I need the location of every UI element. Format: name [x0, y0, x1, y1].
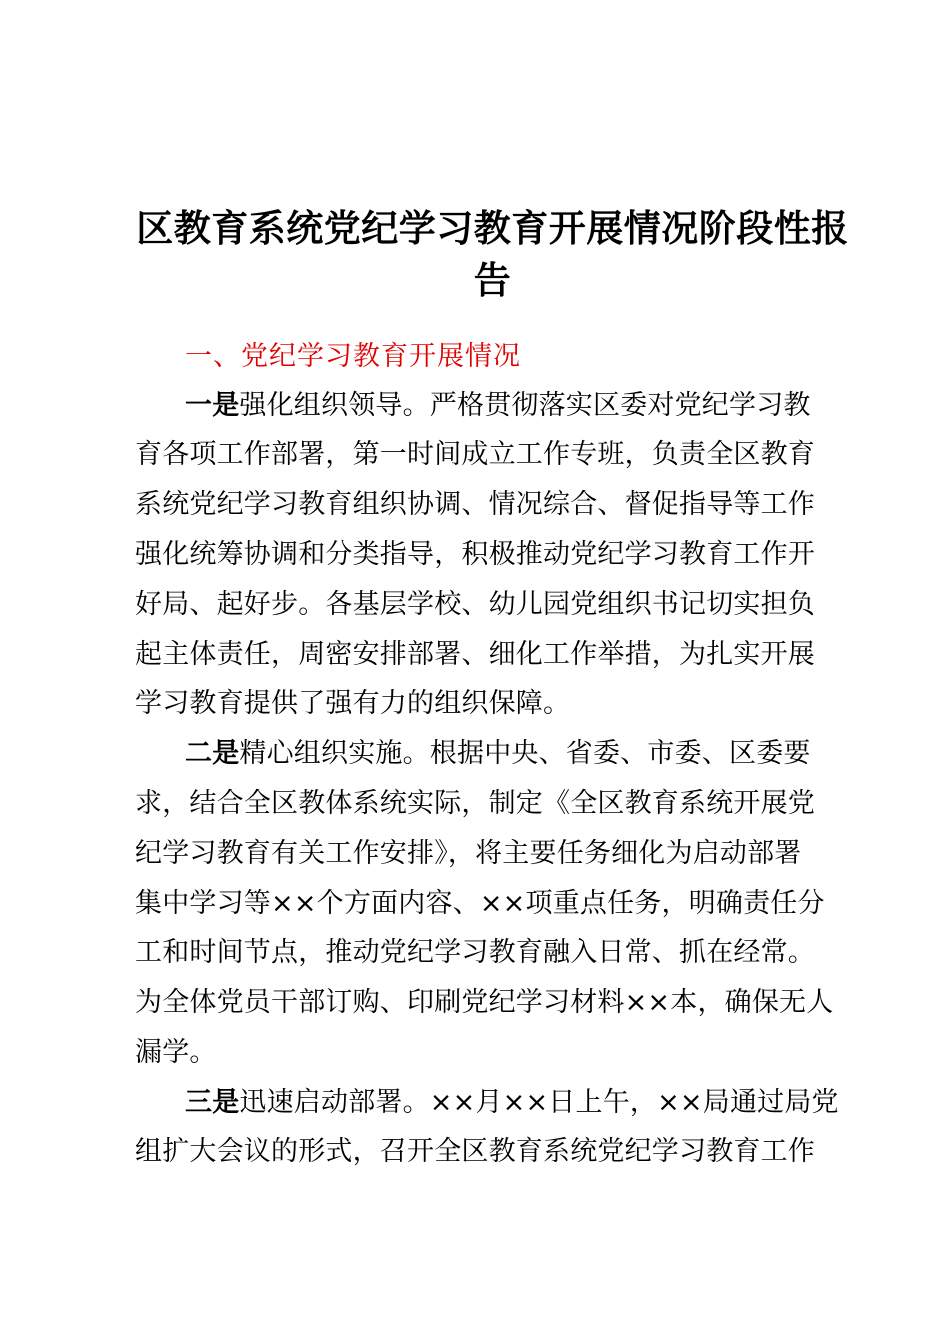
- paragraph-3-line-1: [185, 1079, 839, 1127]
- document-title-line-1: 区教育系统党纪学习教育开展情况阶段性报: [136, 207, 849, 250]
- paragraph-2-line-5: 工和时间节点，推动党纪学习教育融入日常、抓在经常。: [135, 937, 815, 968]
- paragraph-2-line-3: 纪学习教育有关工作安排》，将主要任务细化为启动部署: [135, 838, 802, 869]
- paragraph-1-line-1: [185, 382, 811, 430]
- paragraph-2-line-4: 集中学习等××个方面内容、××项重点任务，明确责任分: [135, 888, 825, 919]
- paragraph-1-line-5: 好局、起好步。各基层学校、幼儿园党组织书记切实担负: [135, 589, 815, 620]
- paragraph-1-text: 强化组织领导。严格贯彻落实区委对党纪学习教: [239, 390, 811, 421]
- paragraph-1-line-7: 学习教育提供了强有力的组织保障。: [135, 688, 571, 719]
- section-heading: 一、党纪学习教育开展情况: [185, 341, 521, 372]
- paragraph-2-line-7: 漏学。: [135, 1037, 217, 1068]
- paragraph-2-lead: 二是: [185, 738, 240, 769]
- paragraph-1-line-6: 起主体责任，周密安排部署、细化工作举措，为扎实开展: [135, 639, 815, 670]
- paragraph-1-line-4: 强化统筹协调和分类指导，积极推动党纪学习教育工作开: [135, 539, 815, 570]
- paragraph-1-lead: 一是: [185, 390, 240, 421]
- paragraph-2-line-6: 为全体党员干部订购、印刷党纪学习材料××本，确保无人: [135, 987, 834, 1018]
- paragraph-2-line-2: 求，结合全区教体系统实际，制定《全区教育系统开展党: [135, 788, 815, 819]
- paragraph-3-text: 迅速启动部署。××月××日上午，××局通过局党: [239, 1087, 839, 1118]
- paragraph-1-line-2: 育各项工作部署，第一时间成立工作专班，负责全区教育: [135, 439, 815, 470]
- paragraph-3-line-2: 组扩大会议的形式，召开全区教育系统党纪学习教育工作: [135, 1136, 815, 1167]
- paragraph-1-line-3: 系统党纪学习教育组织协调、情况综合、督促指导等工作: [135, 489, 815, 520]
- paragraph-2-text: 精心组织实施。根据中央、省委、市委、区委要: [239, 738, 811, 769]
- document-title-line-2: 告: [473, 259, 512, 302]
- paragraph-3-lead: 三是: [185, 1087, 240, 1118]
- paragraph-2-line-1: [185, 730, 811, 778]
